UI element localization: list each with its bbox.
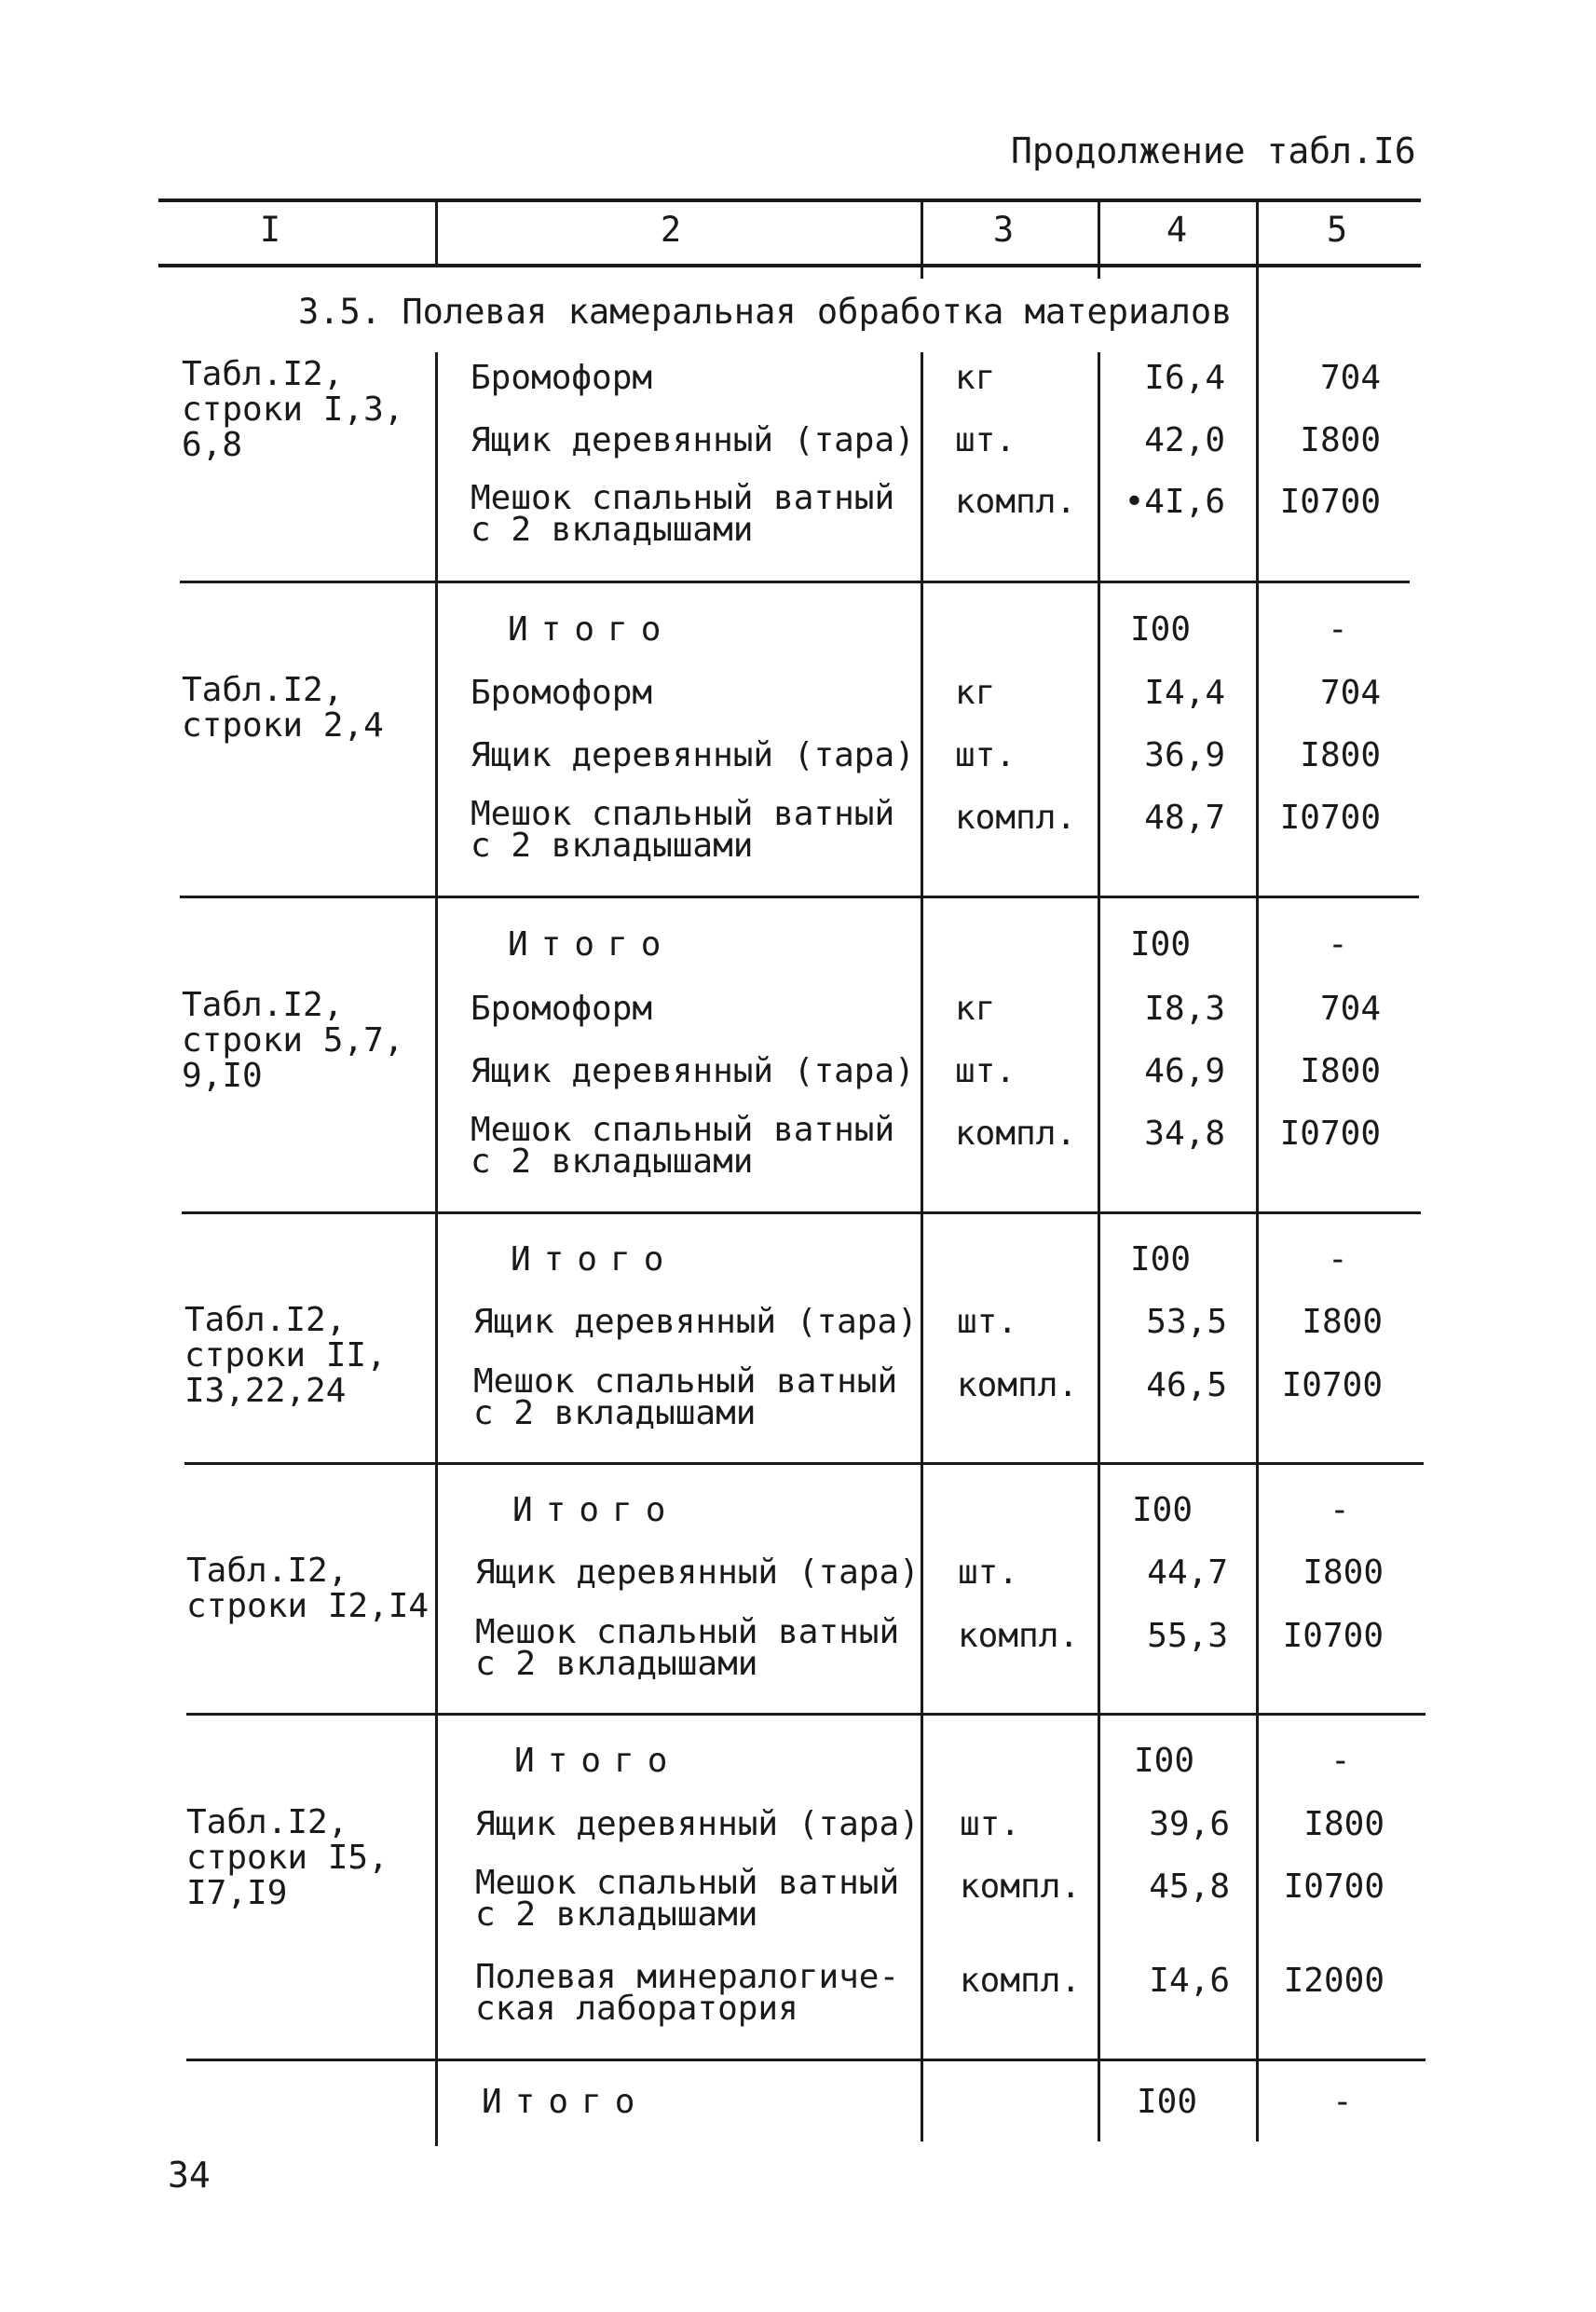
total-share: I00 [1132, 1491, 1194, 1529]
total-share: I00 [1130, 925, 1192, 964]
material-name: Ящик деревянный (тара) [475, 1553, 920, 1592]
unit: компл. [958, 1617, 1080, 1655]
group-separator [180, 581, 1410, 583]
share-value: 39,6 [1149, 1805, 1230, 1843]
group-separator [186, 1713, 1425, 1716]
total-share: I00 [1130, 1240, 1192, 1279]
unit: компл. [955, 1115, 1077, 1153]
row-reference: Табл.I2, строки 2,4 [182, 671, 384, 745]
unit: компл. [955, 799, 1077, 837]
price-value: 704 [1319, 990, 1381, 1028]
share-value: I4,4 [1144, 674, 1225, 712]
section-title: 3.5. Полевая камеральная обработка материалов [298, 292, 1233, 332]
group-separator [182, 1211, 1421, 1214]
total-price: - [1328, 1240, 1348, 1279]
material-name: Ящик деревянный (тара) [475, 1805, 920, 1843]
unit: кг [955, 359, 996, 397]
price-value: I800 [1302, 1303, 1383, 1341]
total-share: I00 [1137, 2083, 1198, 2121]
share-value: I4,6 [1149, 1962, 1230, 2000]
unit: шт. [958, 1553, 1019, 1592]
row-reference: Табл.I2, строки II, I3,22,24 [184, 1301, 387, 1410]
group-separator [184, 1462, 1424, 1465]
header-divider [921, 200, 923, 279]
column-header: I [259, 210, 281, 250]
price-value: 704 [1319, 674, 1381, 712]
total-label: Итого [511, 1240, 677, 1279]
material-name: Ящик деревянный (тара) [471, 1052, 915, 1090]
share-value: •4I,6 [1124, 483, 1225, 521]
share-value: 42,0 [1144, 421, 1225, 459]
price-value: I0700 [1279, 799, 1381, 837]
share-value: 45,8 [1149, 1867, 1230, 1906]
total-price: - [1330, 1742, 1351, 1780]
material-name: Мешок спальный ватный с 2 вкладышами [471, 1111, 895, 1181]
column-rule [435, 352, 438, 2146]
share-value: 44,7 [1147, 1553, 1228, 1592]
unit: шт. [955, 421, 1016, 459]
share-value: 36,9 [1144, 736, 1225, 774]
page-number: 34 [168, 2155, 211, 2196]
material-name: Мешок спальный ватный с 2 вкладышами [475, 1613, 900, 1683]
total-label: Итого [514, 1742, 681, 1780]
unit: шт. [957, 1303, 1018, 1341]
price-value: I800 [1300, 1052, 1381, 1090]
price-value: 704 [1319, 359, 1381, 397]
column-header: 3 [992, 210, 1015, 250]
table-continuation-caption: Продолжение табл.I6 [1011, 130, 1416, 171]
material-name: Полевая минералогиче- ская лаборатория [475, 1958, 900, 2028]
share-value: 48,7 [1144, 799, 1225, 837]
price-value: I800 [1300, 421, 1381, 459]
row-reference: Табл.I2, строки I5, I7,I9 [186, 1803, 389, 1912]
material-name: Бромоформ [471, 990, 653, 1028]
unit: кг [955, 674, 996, 712]
material-name: Мешок спальный ватный с 2 вкладышами [471, 479, 895, 549]
column-rule [1256, 266, 1259, 2141]
total-price: - [1330, 1491, 1350, 1529]
price-value: I800 [1300, 736, 1381, 774]
column-header: 5 [1326, 210, 1348, 250]
share-value: I6,4 [1144, 359, 1225, 397]
share-value: 53,5 [1146, 1303, 1227, 1341]
unit: компл. [957, 1366, 1079, 1404]
group-separator [186, 2059, 1425, 2061]
price-value: I0700 [1282, 1617, 1384, 1655]
total-label: Итого [482, 2083, 648, 2121]
material-name: Мешок спальный ватный с 2 вкладышами [475, 1864, 900, 1934]
row-reference: Табл.I2, строки I2,I4 [186, 1552, 430, 1625]
total-price: - [1328, 610, 1348, 649]
material-name: Бромоформ [471, 674, 653, 712]
row-reference: Табл.I2, строки I,3, 6,8 [182, 355, 404, 464]
column-header: 4 [1166, 210, 1188, 250]
unit: шт. [955, 1052, 1016, 1090]
row-reference: Табл.I2, строки 5,7, 9,I0 [182, 986, 404, 1095]
unit: шт. [955, 736, 1016, 774]
material-name: Мешок спальный ватный с 2 вкладышами [471, 795, 895, 865]
column-header: 2 [660, 210, 682, 250]
material-name: Мешок спальный ватный с 2 вкладышами [473, 1362, 898, 1432]
unit: компл. [955, 483, 1077, 521]
price-value: I0700 [1279, 483, 1381, 521]
table-top-rule [158, 198, 1421, 202]
share-value: 34,8 [1144, 1115, 1225, 1153]
price-value: I800 [1303, 1553, 1384, 1592]
total-price: - [1332, 2083, 1353, 2121]
total-label: Итого [508, 925, 675, 964]
total-price: - [1328, 925, 1348, 964]
header-divider [435, 200, 438, 266]
total-label: Итого [512, 1491, 679, 1529]
unit: компл. [960, 1962, 1082, 2000]
material-name: Бромоформ [471, 359, 653, 397]
share-value: I8,3 [1144, 990, 1225, 1028]
share-value: 55,3 [1147, 1617, 1228, 1655]
unit: шт. [960, 1805, 1021, 1843]
price-value: I2000 [1283, 1962, 1385, 2000]
unit: компл. [960, 1867, 1082, 1906]
material-name: Ящик деревянный (тара) [473, 1303, 918, 1341]
total-label: Итого [508, 610, 675, 649]
share-value: 46,9 [1144, 1052, 1225, 1090]
total-share: I00 [1130, 610, 1192, 649]
material-name: Ящик деревянный (тара) [471, 736, 915, 774]
group-separator [180, 896, 1419, 898]
price-value: I0700 [1281, 1366, 1383, 1404]
table-header-rule [158, 264, 1421, 267]
share-value: 46,5 [1146, 1366, 1227, 1404]
column-rule [921, 352, 923, 2141]
price-value: I800 [1303, 1805, 1385, 1843]
unit: кг [955, 990, 996, 1028]
total-share: I00 [1134, 1742, 1195, 1780]
header-divider [1098, 200, 1100, 279]
material-name: Ящик деревянный (тара) [471, 421, 915, 459]
price-value: I0700 [1279, 1115, 1381, 1153]
price-value: I0700 [1283, 1867, 1385, 1906]
